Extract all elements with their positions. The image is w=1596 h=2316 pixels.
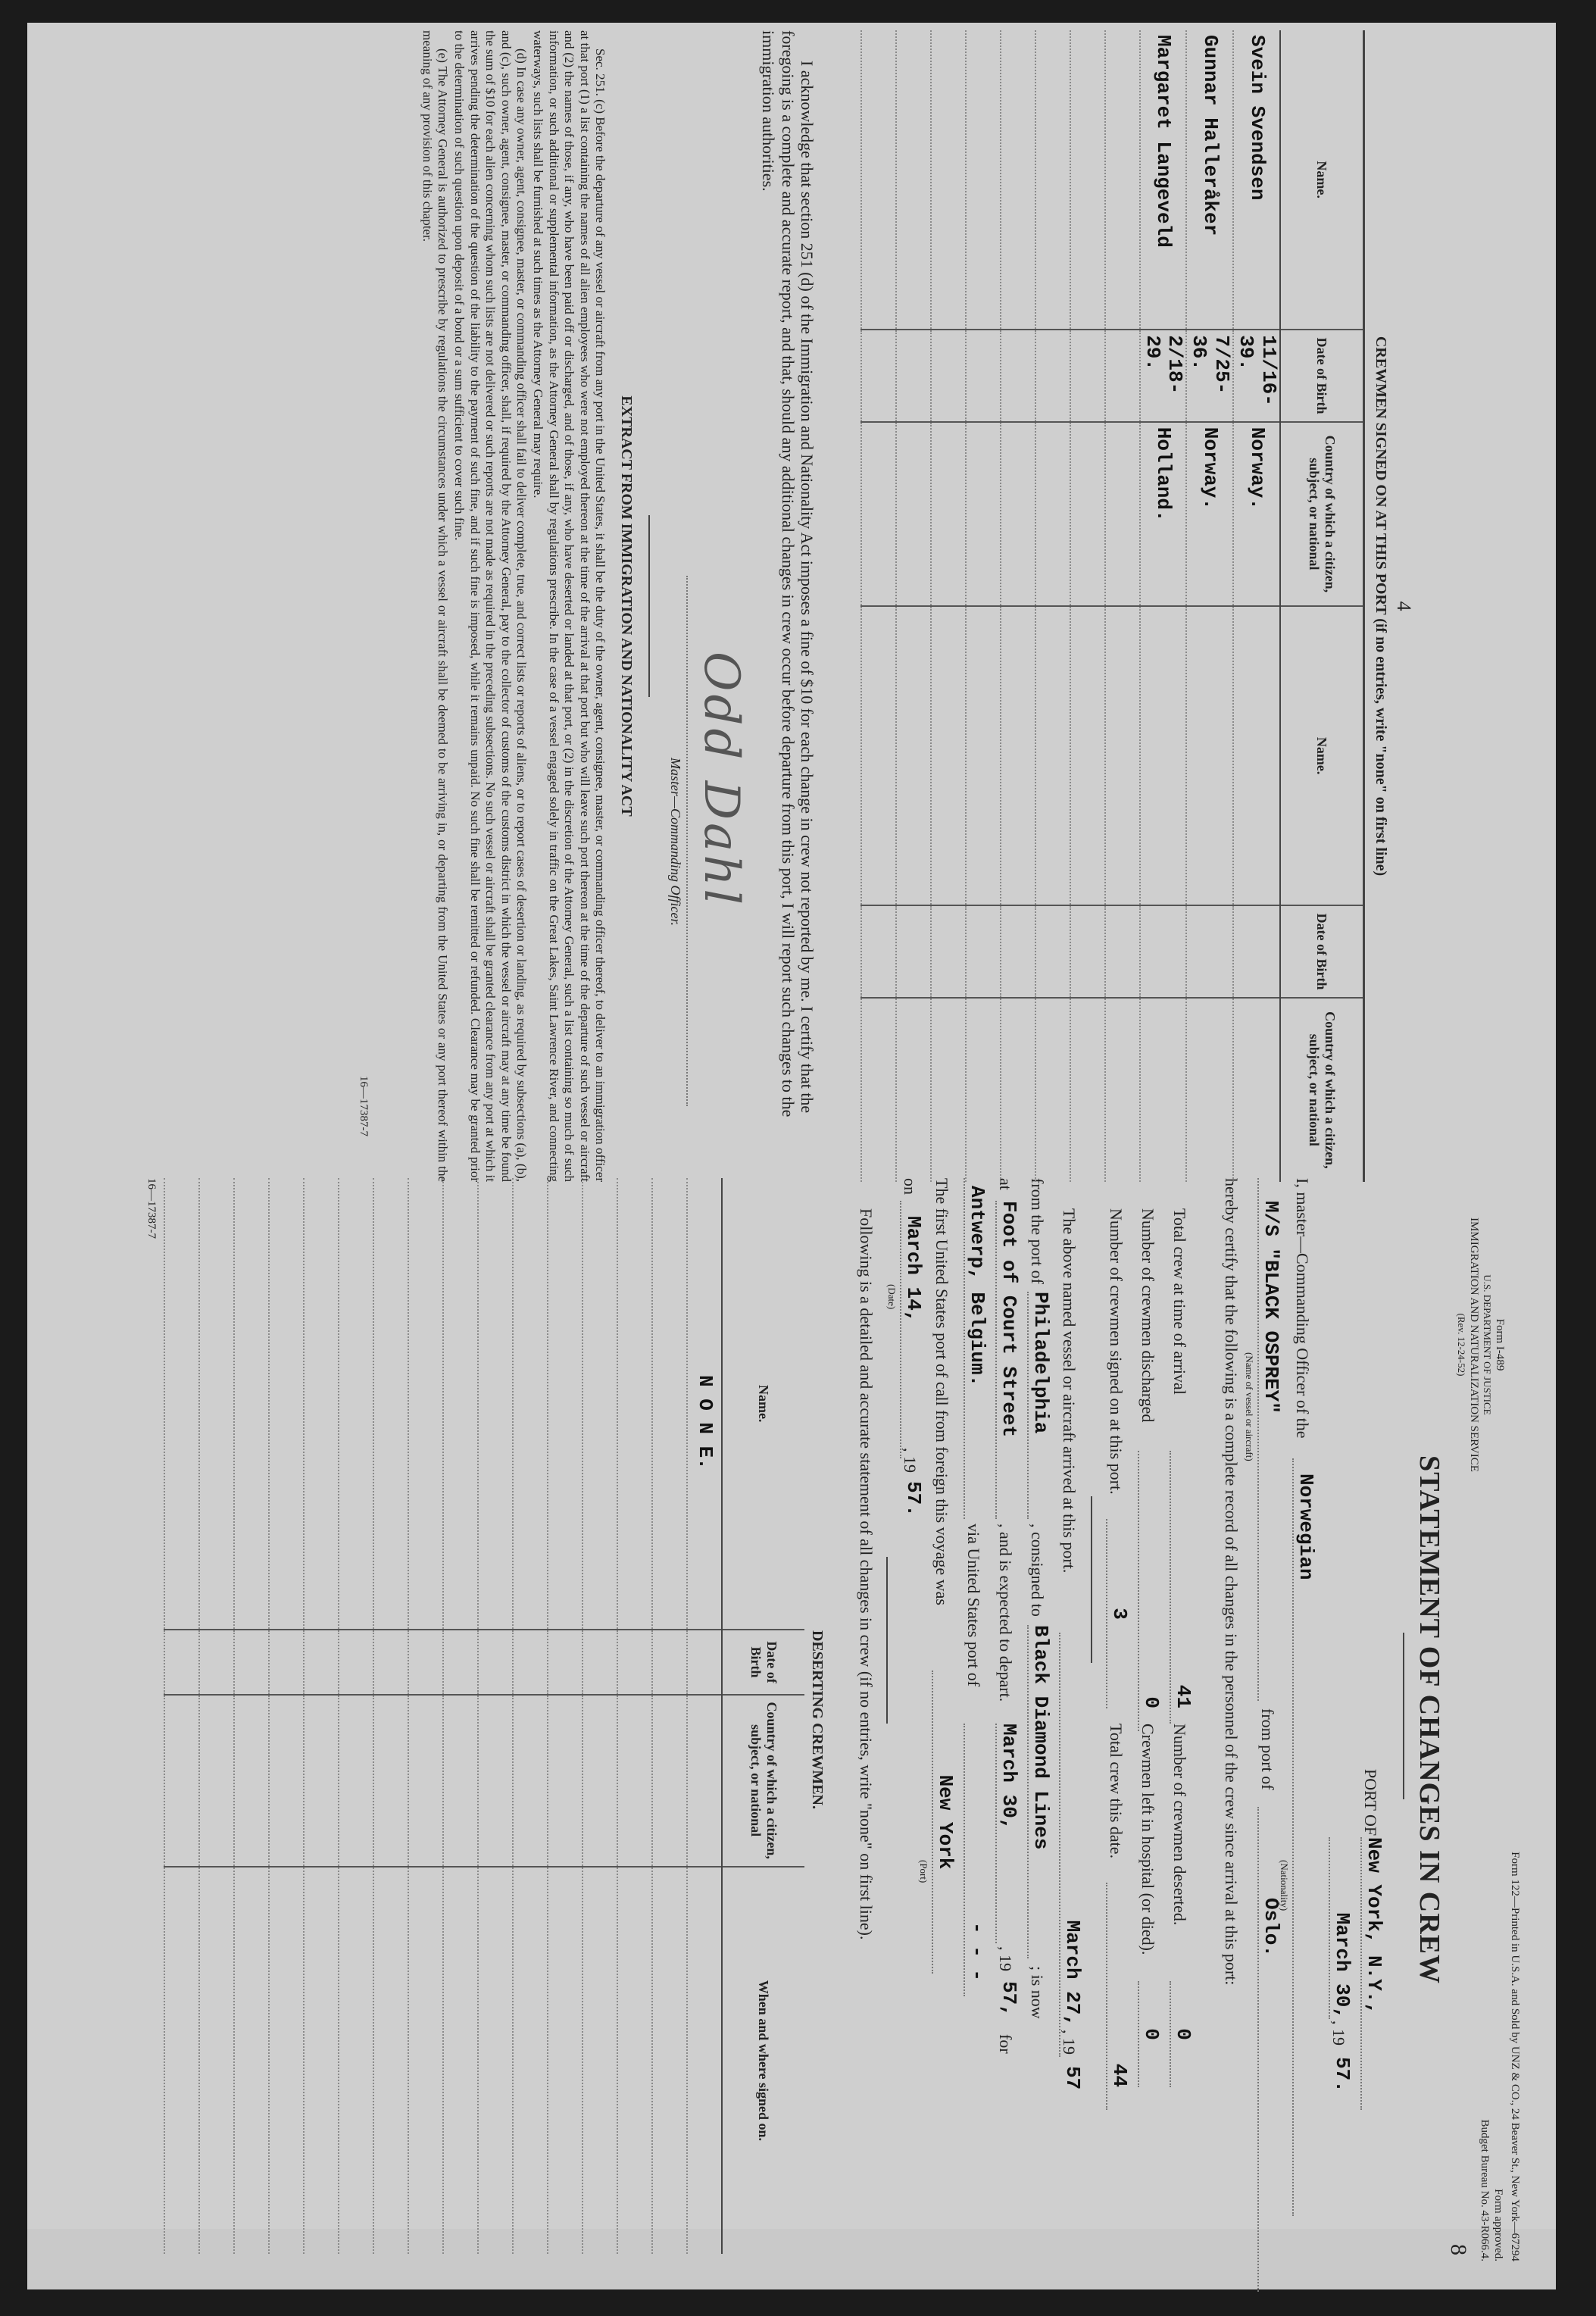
destination: Antwerp, Belgium. [964,1178,988,1519]
header-name-right: Name. [1280,606,1364,905]
table-row [478,1178,513,2254]
header-signed-on: When and where signed on. [722,1867,804,2254]
total-crew-arrival: 41 [1170,1451,1194,1724]
title-rule [1403,1633,1404,1799]
table-row [966,30,1001,1182]
discharged-count: 0 [1138,1451,1162,1731]
consigned-to: Black Diamond Lines [1027,1625,1051,1958]
via-port: - - - [964,1724,988,1996]
arrived-text: The above named vessel or aircraft arrived at this port. [1060,1208,1079,1574]
master-label: I, master—Commanding Officer of the [1293,1178,1312,1439]
none-entry: N O N E. [687,1178,722,1630]
crewmen-page [112,30,1415,1182]
table-row [164,1178,199,2254]
extract-rule [648,515,650,697]
table-row [548,1178,582,2254]
header-dob-left: Date of Birth [1280,330,1364,422]
statement-page [14,1178,1521,2261]
table-row [1233,30,1280,1182]
acknowledgment-text: I acknowledge that section 251 (d) of the Immigration and Nationality Act imposes a fine of $10 for each change in crew not reported by me. I certify that the foregoing is a complete and accurate report, and that, should any additional changes in crew occur before departure from this port, I will report such changes to the immigration authorities. [759,30,817,1117]
first-port-label: The first United States port of call from foreign this voyage was [932,1178,951,1605]
signed-on-count: 3 [1106,1519,1130,1708]
port-caption: (Port) [918,1860,929,1883]
crew-arrival-row [1167,1178,1194,2261]
signature-caption: Master—Commanding Officer. [668,758,683,926]
header-name-left: Name. [1280,30,1364,330]
master-row [1289,1178,1316,2261]
total-crew-date: 44 [1106,1883,1130,2110]
table-row [861,30,896,1182]
now-at: Foot of Court Street [995,1201,1020,1519]
statement-footer-code: 16—17387-7 [145,1178,158,1239]
via-label: via United States port of [964,1524,983,1687]
table-row [1070,30,1105,1182]
depart-year-prefix: , 19 [996,1946,1015,1971]
date-row [1326,1178,1353,2261]
header-country-right: Country of which a citizen, subject, or national [1280,998,1364,1182]
table-row [617,1178,652,2254]
table-row [443,1178,478,2254]
statement-title: STATEMENT OF CHANGES IN CREW [1413,1455,1445,1985]
nationality-caption: (Nationality) [1279,1860,1290,1911]
table-row [339,1178,373,2254]
agency-line-2: IMMIGRATION AND NATURALIZATION SERVICE [1468,1217,1480,1472]
deserted-label: Number of crewmen deserted. [1170,1724,1189,1926]
master-signature: Odd Dahl [693,652,749,908]
signed-on-row [1103,1178,1130,2261]
port-of-label: PORT OF [1361,1769,1380,1836]
table-row [582,1178,617,2254]
crewmen-table-header [1280,30,1364,1182]
signed-on-label: Number of crewmen signed on at this port. [1107,1208,1126,1495]
act-paragraph: Sec. 251. (c) Before the departure of any vessel or aircraft from any port in the United States, it shall be the duty of the owner, agent, consignee, master, or commanding officer thereof, to deliver to an immigration officer at that port (1) a list containing the names of all alien employees who were not employed thereon at the time of the arrival at that port but who will leave such port thereon at the time of the departure of such vessel or aircraft and (2) the names of those, if any, who have been paid off or discharged, and of those, if any, who have deserted or landed at that port, or (2) in the discretion of the Attorney General, such a list containing so much of such information, or such additional or supplemental information, as the Attorney General shall by regulations prescribe. In the case of a vessel engaged solely in traffic on the Great Lakes, Saint Lawrence River, and connecting waterways, such lists shall be furnished at such times as the Attorney General may require. [531,30,607,1182]
page-number: 8 [1446,2244,1471,2255]
table-row [199,1178,234,2254]
header-country-left: Country of which a citizen, subject, or national [1280,422,1364,606]
on-label: on [901,1178,920,1195]
table-row [687,1178,722,2254]
table-row [1140,30,1187,1182]
crewman-country: Norway. [1233,422,1280,606]
act-paragraph: (d) In case any owner, agent, consignee, master, or commanding officer shall fail to deliver complete, true, and correct lists or reports of aliens, or to report cases of desertion or landing, as required by subsections (a), (b), and (c), such owner, agent, consignee, master, or commanding officer, shall, if required by the Attorney General, pay to the collector of customs of the customs district in which the vessel or aircraft may at any time be found the sum of $10 for each alien concerning whom such lists are not delivered or such reports are not made as required in the preceding subsections. No such vessel or aircraft shall be granted clearance from any port at which it arrives pending the determination of the question of the liability to the payment of such fine, and if such fine is imposed, while it remains unpaid. No such fine shall be remitted or refunded. Clearance may be granted prior to the determination of such question upon deposit of a bond or a sum sufficient to cover such fine. [452,30,529,1182]
crewman-name: Svein Svendsen [1233,30,1280,330]
deserting-title: DESERTING CREWMEN. [809,1630,826,1809]
depart-label: , and is expected to depart. [996,1524,1015,1702]
form-number: Form I-489 [1494,1318,1506,1371]
extract-title: EXTRACT FROM IMMIGRATION AND NATIONALITY ACT [618,395,635,817]
table-row [1105,30,1140,1182]
table-row [1035,30,1070,1182]
revision: (Rev. 12-24-52) [1456,1313,1467,1377]
totals-rule [1091,1496,1092,1663]
from-port-label: from port of [1258,1708,1277,1790]
first-port-row [929,1178,956,2261]
header-name: Name. [722,1178,804,1630]
arrived-year: 57 [1061,2066,1084,2090]
first-year-prefix: , 19 [901,1448,920,1473]
first-port: New York [932,1671,956,1974]
crewmen-footer-code: 16—17387-7 [358,1076,370,1136]
agency-line-1: U.S. DEPARTMENT OF JUSTICE [1482,1274,1493,1415]
from-port-value: Oslo. [1257,1807,1282,2292]
header-dob: Date of Birth [722,1630,804,1694]
statement-year-prefix: , 19 [1329,2021,1348,2046]
table-row [373,1178,408,2254]
total-crew-date-label: Total crew this date. [1107,1724,1126,1859]
for-label: for [996,2034,1015,2054]
vessel-caption: (Name of vessel or aircraft) [1244,1352,1255,1461]
table-row [304,1178,339,2254]
arrived-from: Philadelphia [1027,1292,1051,1519]
now-at-row [992,1178,1020,2261]
budget-line-1: Form approved. [1492,2189,1504,2261]
deserted-count: 0 [1170,1981,1194,2087]
vessel-nationality: Norwegian [1292,1458,1316,2216]
act-text [417,30,607,1182]
crewmen-title: CREWMEN SIGNED ON AT THIS PORT (if no entries, write "none" on first line) [1373,336,1389,877]
budget-line-2: Budget Bureau No. 43-R066.4. [1479,2119,1491,2261]
from-port-row [1024,1178,1051,2261]
first-date-row [897,1178,924,2261]
table-row [1186,30,1233,1182]
vessel-name: M/S "BLACK OSPREY" [1257,1178,1282,1701]
certify-text: hereby certify that the following is a complete record of all changes in the personnel of the crew since arrival at this port: [1222,1178,1241,1986]
arrived-row [1056,1178,1083,2261]
deserting-table-header [722,1178,804,2254]
depart-date: March 30, [995,1724,1020,1943]
arrived-year-prefix: , 19 [1060,2030,1079,2055]
crewman-name: Gunnar Halleråker [1186,30,1233,330]
arrived-date: March 27, [1059,1633,1083,2057]
table-row [931,30,966,1182]
act-paragraph: (e) The Attorney General is authorized to prescribe by regulations the circumstances under which a vessel or aircraft shall be deemed to be arriving in, or departing from the United States or any port thereof within the meaning of any provision of this chapter. [420,30,451,1182]
port-row [1357,1178,1385,2261]
signature-line [686,576,688,1106]
hospital-count: 0 [1138,1981,1162,2087]
crewman-dob: 7/25-36. [1186,330,1233,422]
is-now-label: ; is now [1028,1966,1047,2019]
hospital-label: Crewmen left in hospital (or died). [1138,1724,1157,1955]
crewman-dob: 11/16-39. [1233,330,1280,422]
header-country: Country of which a citizen, subject, or national [722,1695,804,1867]
crewmen-page-number: 4 [1393,601,1415,611]
crewman-dob: 2/18-29. [1140,330,1187,422]
discharged-label: Number of crewmen discharged [1138,1208,1157,1423]
vessel-row [1254,1178,1282,2261]
table-row [234,1178,269,2254]
table-row [652,1178,687,2254]
deserting-crewmen-table [164,1178,804,2254]
at-label: at [996,1178,1015,1190]
crewman-country: Norway. [1186,422,1233,606]
first-port-rule [886,1557,888,1724]
depart-year: 57, [998,1981,1020,2017]
first-date: March 14, [900,1201,924,1458]
crewman-country: Holland. [1140,422,1187,606]
statement-date: March 30, [1329,1837,1353,2019]
discharged-row [1135,1178,1162,2261]
form-header: Form 122—Printed in U.S.A. and Sold by UNZ & CO., 24 Beaver St., New York—67294 [1509,1852,1521,2261]
crewmen-table [860,30,1365,1182]
destination-row [960,1178,988,2261]
crewman-name: Margaret Langeveld [1140,30,1187,330]
port-of-value: New York, N.Y., [1360,1837,1385,2110]
table-row [896,30,931,1182]
header-dob-right: Date of Birth [1280,905,1364,998]
date-caption: (Date) [886,1284,898,1310]
table-row [408,1178,443,2254]
statement-year: 57. [1331,2057,1354,2093]
following-text: Following is a detailed and accurate statement of all changes in crew (if no entries, write "none" on first line). [857,1208,876,1940]
table-row [513,1178,548,2254]
first-year: 57. [902,1481,925,1517]
from-port-of-label: from the port of [1028,1178,1047,1284]
table-row [1001,30,1035,1182]
consigned-label: , consigned to [1028,1524,1047,1617]
total-crew-arrival-label: Total crew at time of arrival [1170,1208,1189,1395]
table-row [269,1178,304,2254]
